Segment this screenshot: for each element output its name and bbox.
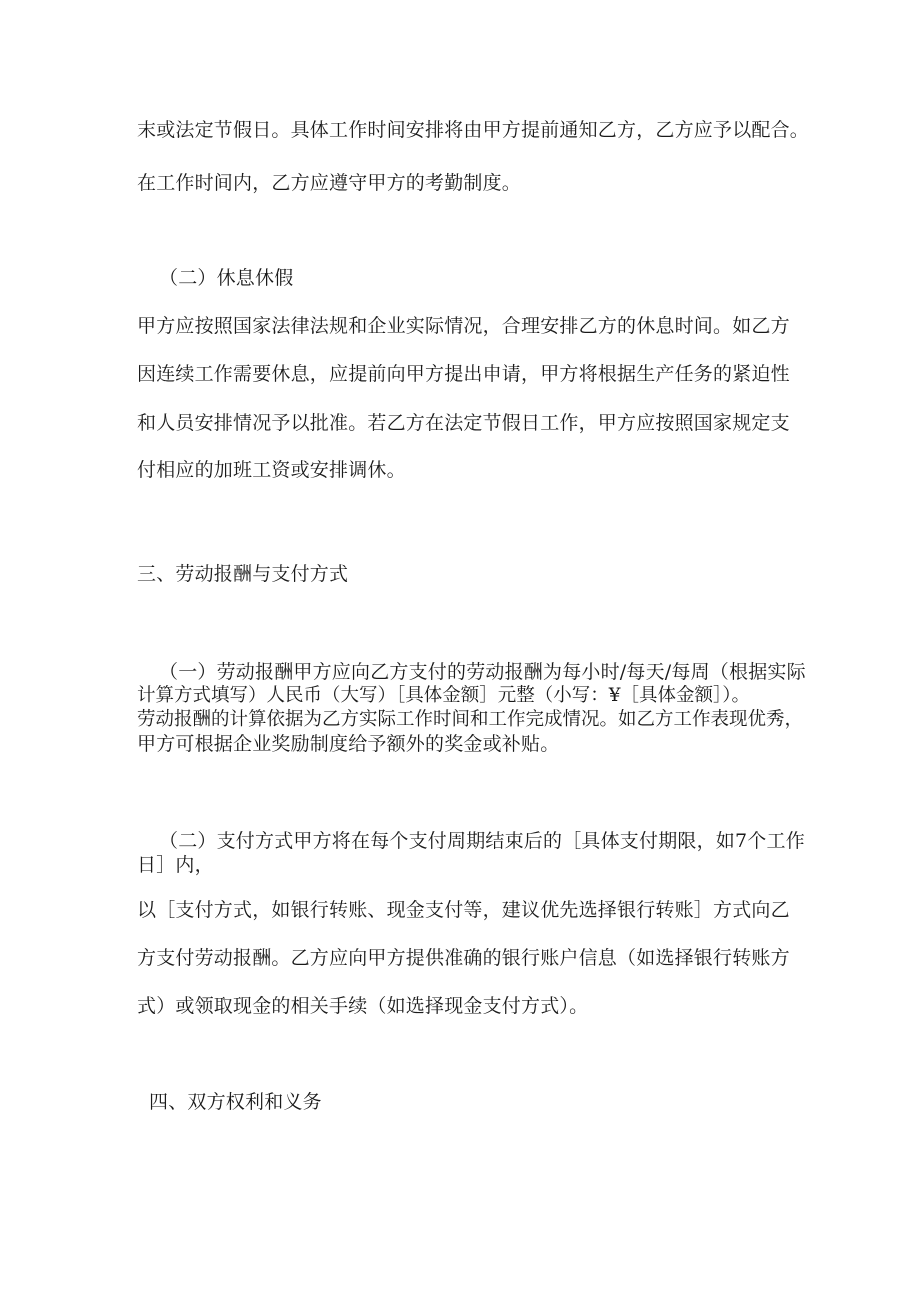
section-heading-remuneration: 三、劳动报酬与支付方式	[137, 563, 349, 585]
paragraph-line: 付相应的加班工资或安排调休。	[137, 459, 406, 481]
paragraph-line: 日］内，	[137, 854, 214, 876]
paragraph-line: （一）劳动报酬甲方应向乙方支付的劳动报酬为每小时/每天/每周（根据实际	[159, 661, 806, 683]
paragraph-line: 和人员安排情况予以批准。若乙方在法定节假日工作，甲方应按照国家规定支	[137, 412, 790, 434]
paragraph-line: 以［支付方式，如银行转账、现金支付等，建议优先选择银行转账］方式向乙	[137, 899, 790, 921]
paragraph-line: 甲方应按照国家法律法规和企业实际情况，合理安排乙方的休息时间。如乙方	[137, 315, 790, 337]
paragraph-line: 计算方式填写）人民币（大写）［具体金额］元整（小写：¥［具体金额］）。	[137, 685, 751, 706]
paragraph-line: （二）支付方式甲方将在每个支付周期结束后的［具体支付期限，如7个工作	[159, 830, 805, 852]
paragraph-line: 劳动报酬的计算依据为乙方实际工作时间和工作完成情况。如乙方工作表现优秀，	[137, 709, 804, 730]
section-heading-rest: （二）休息休假	[159, 267, 294, 289]
paragraph-line: 因连续工作需要休息，应提前向甲方提出申请，甲方将根据生产任务的紧迫性	[137, 363, 790, 385]
paragraph-line: 末或法定节假日。具体工作时间安排将由甲方提前通知乙方，乙方应予以配合。	[137, 119, 810, 141]
paragraph-line: 在工作时间内，乙方应遵守甲方的考勤制度。	[137, 172, 522, 194]
paragraph-line: 甲方可根据企业奖励制度给予额外的奖金或补贴。	[137, 733, 560, 755]
paragraph-line: 式）或领取现金的相关手续（如选择现金支付方式）。	[137, 995, 589, 1017]
paragraph-line: 方支付劳动报酬。乙方应向甲方提供准确的银行账户信息（如选择银行转账方	[137, 947, 790, 969]
section-heading-rights: 四、双方权利和义务	[149, 1091, 322, 1113]
